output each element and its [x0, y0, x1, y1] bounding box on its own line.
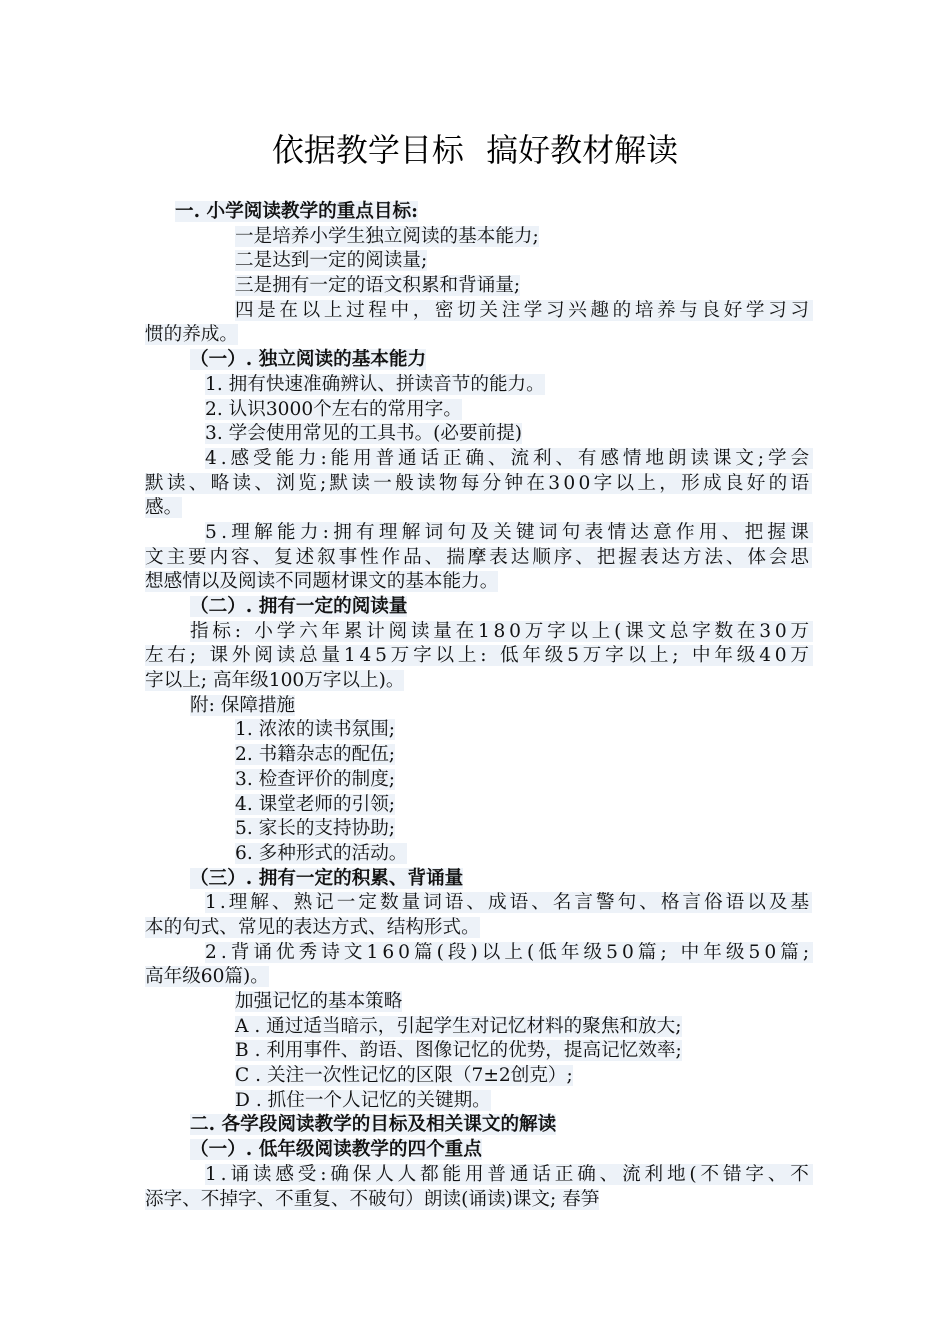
line-text: 2.背诵优秀诗文160篇(段)以上(低年级50篇; 中年级50篇; — [205, 941, 814, 963]
line-text: 一是培养小学生独立阅读的基本能力; — [235, 225, 539, 247]
text-line — [145, 620, 813, 645]
text-line — [145, 644, 813, 669]
text-line — [145, 669, 809, 694]
line-text: 一. 小学阅读教学的重点目标: — [175, 201, 418, 222]
line-text: 三是拥有一定的语文积累和背诵量; — [235, 275, 521, 297]
line-text: 四是在以上过程中，密切关注学习兴趣的培养与良好学习习 — [235, 299, 813, 321]
text-line — [145, 323, 809, 348]
text-line — [145, 1015, 809, 1040]
text-line — [145, 398, 809, 423]
text-line — [145, 941, 814, 966]
line-text: A . 通过适当暗示，引起学生对记忆材料的聚焦和放大; — [235, 1015, 682, 1037]
text-line — [145, 373, 809, 398]
text-line — [145, 422, 809, 447]
line-text: 附: 保障措施 — [190, 694, 296, 716]
section-heading — [145, 200, 809, 225]
line-text: D . 抓住一个人记忆的关键期。 — [235, 1089, 491, 1111]
text-line — [145, 793, 809, 818]
text-line — [145, 817, 809, 842]
line-text: C . 关注一次性记忆的区限（7±2创克）; — [235, 1065, 573, 1087]
section-heading — [145, 1113, 809, 1138]
line-text: 5.理解能力:拥有理解词句及关键词句表情达意作用、把握课 — [205, 521, 814, 543]
line-text: 字以上; 高年级100万字以上)。 — [145, 670, 405, 692]
line-text: 5. 家长的支持协助; — [235, 818, 396, 840]
line-text: B . 利用事件、韵语、图像记忆的优势，提高记忆效率; — [235, 1040, 682, 1062]
line-text: 2. 认识3000个左右的常用字。 — [205, 398, 462, 420]
text-line — [145, 694, 809, 719]
text-line — [145, 447, 813, 472]
line-text: 左右; 课外阅读总量145万字以上: 低年级5万字以上; 中年级40万 — [145, 645, 813, 667]
section-heading — [145, 867, 809, 892]
text-line — [145, 1188, 809, 1213]
text-line — [145, 1039, 809, 1064]
line-text: 二. 各学段阅读教学的目标及相关课文的解读 — [190, 1114, 557, 1136]
line-text: 4.感受能力:能用普通话正确、流利、有感情地朗读课文;学会 — [205, 447, 813, 469]
line-text: 文主要内容、复述叙事性作品、揣摩表达顺序、把握表达方法、体会思 — [145, 546, 812, 568]
text-line — [145, 225, 809, 250]
line-text: 加强记忆的基本策略 — [235, 991, 403, 1012]
text-line — [145, 768, 809, 793]
line-text: （一）. 低年级阅读教学的四个重点 — [190, 1139, 482, 1161]
line-text: 二是达到一定的阅读量; — [235, 250, 428, 272]
line-text: （二）. 拥有一定的阅读量 — [190, 596, 408, 617]
text-line — [145, 546, 812, 571]
line-text: （三）. 拥有一定的积累、背诵量 — [190, 867, 464, 889]
line-text: 2. 书籍杂志的配伍; — [235, 744, 396, 766]
text-line — [145, 718, 809, 743]
line-text: 3. 检查评价的制度; — [235, 768, 396, 790]
text-line — [145, 916, 809, 941]
line-text: 感。 — [145, 497, 183, 519]
line-text: 1. 拥有快速准确辨认、拼读音节的能力。 — [205, 373, 545, 395]
line-text: 3. 学会使用常见的工具书。(必要前提) — [205, 423, 523, 445]
section-heading — [145, 348, 809, 373]
text-line — [145, 496, 809, 521]
line-text: 想感情以及阅读不同题材课文的基本能力。 — [145, 571, 499, 593]
section-heading — [145, 1138, 809, 1163]
line-text: 6. 多种形式的活动。 — [235, 842, 408, 864]
line-text: 高年级60篇)。 — [145, 966, 269, 988]
text-line — [145, 743, 809, 768]
line-text: 指标: 小学六年累计阅读量在180万字以上(课文总字数在30万 — [190, 620, 813, 642]
text-line — [145, 249, 809, 274]
line-text: 4. 课堂老师的引领; — [235, 793, 396, 815]
text-line — [145, 472, 813, 497]
text-line — [145, 570, 809, 595]
line-text: 惯的养成。 — [145, 324, 238, 346]
text-line — [145, 1064, 809, 1089]
text-line — [145, 1163, 813, 1188]
section-heading — [145, 595, 809, 620]
text-line — [145, 842, 809, 867]
text-line — [145, 965, 809, 990]
text-line — [145, 891, 813, 916]
text-line — [145, 299, 813, 324]
text-line — [145, 521, 814, 546]
text-line — [145, 274, 809, 299]
text-line — [145, 990, 809, 1015]
line-text: 1. 浓浓的读书氛围; — [235, 719, 396, 741]
page-title: 依据教学目标 搞好教材解读 — [271, 131, 679, 169]
line-text: 默读、略读、浏览;默读一般读物每分钟在300字以上，形成良好的语 — [145, 472, 813, 494]
text-line — [145, 1089, 809, 1114]
line-text: 1.诵读感受:确保人人都能用普通话正确、流利地(不错字、不 — [205, 1163, 813, 1185]
line-text: 1.理解、熟记一定数量词语、成语、名言警句、格言俗语以及基 — [205, 892, 813, 914]
line-text: （一）. 独立阅读的基本能力 — [190, 349, 427, 371]
document-body — [145, 200, 814, 1212]
line-text: 本的句式、常见的表达方式、结构形式。 — [145, 916, 480, 938]
line-text: 添字、不掉字、不重复、不破句）朗读(诵读)课文; 春笋 — [145, 1188, 600, 1210]
